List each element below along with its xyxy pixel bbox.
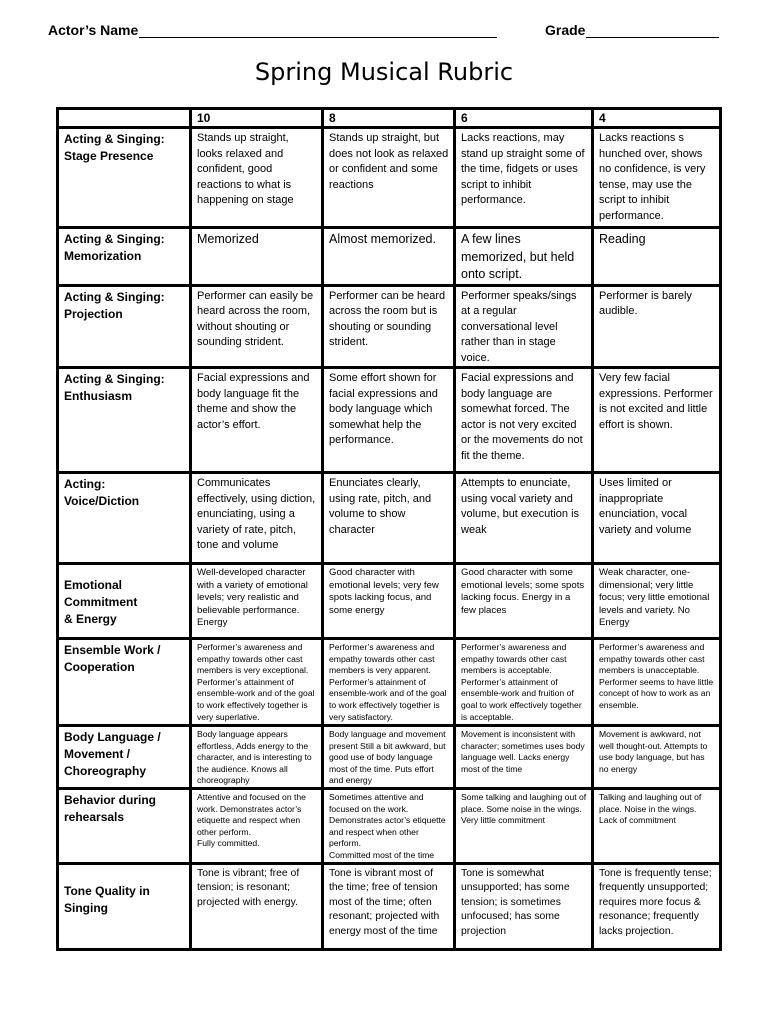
score-cell: Tone is vibrant; free of tension; is resonant; projected with energy. — [191, 863, 323, 949]
table-row — [58, 564, 721, 639]
score-cell: Tone is vibrant most of the time; free of tension most of the time; often resonant; projected with energy most of the time — [323, 863, 455, 949]
criterion-stage-presence: Acting & Singing: Stage Presence — [58, 128, 191, 228]
score-cell: Memorized — [191, 228, 323, 286]
score-cell: Facial expressions and body language fit the theme and show the actor’s effort. — [191, 368, 323, 473]
score-cell: Tone is somewhat unsupported; has some tension; is sometimes unfocused; has some projection — [455, 863, 593, 949]
column-header-score-4: 4 — [593, 109, 721, 128]
grade-field[interactable] — [545, 22, 719, 38]
table-row — [58, 863, 721, 949]
score-cell: A few lines memorized, but held onto script. — [455, 228, 593, 286]
criterion-enthusiasm: Acting & Singing: Enthusiasm — [58, 368, 191, 473]
score-cell: Well-developed character with a variety of emotional levels; very realistic and believable performance. Energy — [191, 564, 323, 639]
score-cell: Performer can easily be heard across the room, without shouting or sounding strident. — [191, 285, 323, 368]
score-cell: Some talking and laughing out of place. Some noise in the wings. Very little commitment — [455, 788, 593, 863]
criterion-projection: Acting & Singing: Projection — [58, 285, 191, 368]
score-cell: Performer speaks/sings at a regular conversational level rather than in stage voice. — [455, 285, 593, 368]
table-row — [58, 228, 721, 286]
grade-blank[interactable] — [586, 22, 719, 38]
score-cell: Talking and laughing out of place. Noise in the wings. Lack of commitment — [593, 788, 721, 863]
score-cell: Sometimes attentive and focused on the work. Demonstrates actor’s etiquette and respect when other perform. Committed most of the time — [323, 788, 455, 863]
score-cell: Movement is awkward, not well thought-out. Attempts to use body language, but has no energy — [593, 726, 721, 789]
score-cell: Tone is frequently tense; frequently unsupported; requires more focus & resonance; frequently lacks projection. — [593, 863, 721, 949]
score-cell: Body language and movement present Still a bit awkward, but good use of body language most of the time. Puts effort and energy — [323, 726, 455, 789]
criterion-behavior-rehearsals: Behavior during rehearsals — [58, 788, 191, 863]
table-row — [58, 128, 721, 228]
header-row — [58, 109, 721, 128]
criterion-body-language: Body Language / Movement / Choreography — [58, 726, 191, 789]
score-cell: Uses limited or inappropriate enunciation, vocal variety and volume — [593, 473, 721, 564]
table-row — [58, 285, 721, 368]
table-row — [58, 473, 721, 564]
criterion-memorization: Acting & Singing: Memorization — [58, 228, 191, 286]
header-fields — [48, 22, 720, 44]
actor-name-field[interactable] — [48, 22, 497, 38]
criterion-emotional-commitment: Emotional Commitment & Energy — [58, 564, 191, 639]
score-cell: Stands up straight, but does not look as relaxed or confident and some reactions — [323, 128, 455, 228]
score-cell: Almost memorized. — [323, 228, 455, 286]
table-row — [58, 788, 721, 863]
score-cell: Some effort shown for facial expressions and body language which somewhat help the performance. — [323, 368, 455, 473]
criterion-tone-quality: Tone Quality in Singing — [58, 863, 191, 949]
actor-name-blank[interactable] — [139, 22, 497, 38]
rubric-table — [56, 107, 722, 951]
score-cell: Performer’s awareness and empathy towards other cast members is unacceptable. Performer seems to have little concept of how to work as an ensemble. — [593, 639, 721, 726]
grade-label: Grade — [545, 22, 586, 38]
page-title: Spring Musical Rubric — [254, 58, 514, 86]
score-cell: Attentive and focused on the work. Demonstrates actor’s etiquette and respect when other perform. Fully committed. — [191, 788, 323, 863]
score-cell: Attempts to enunciate, using vocal variety and volume, but execution is weak — [455, 473, 593, 564]
score-cell: Communicates effectively, using diction, enunciating, using a variety of rate, pitch, tone and volume — [191, 473, 323, 564]
column-header-criteria — [58, 109, 191, 128]
column-header-score-8: 8 — [323, 109, 455, 128]
score-cell: Lacks reactions s hunched over, shows no confidence, is very tense, may use the script to inhibit performance. — [593, 128, 721, 228]
criterion-ensemble-work: Ensemble Work / Cooperation — [58, 639, 191, 726]
score-cell: Good character with some emotional levels; some spots lacking focus. Energy in a few places — [455, 564, 593, 639]
score-cell: Enunciates clearly, using rate, pitch, and volume to show character — [323, 473, 455, 564]
score-cell: Reading — [593, 228, 721, 286]
score-cell: Facial expressions and body language are somewhat forced. The actor is not very excited or the movements do not fit the theme. — [455, 368, 593, 473]
column-header-score-6: 6 — [455, 109, 593, 128]
score-cell: Weak character, one-dimensional; very little focus; very little emotional levels and variety. No Energy — [593, 564, 721, 639]
score-cell: Very few facial expressions. Performer is not excited and little effort is shown. — [593, 368, 721, 473]
score-cell: Good character with emotional levels; very few spots lacking focus, and some energy — [323, 564, 455, 639]
score-cell: Lacks reactions, may stand up straight some of the time, fidgets or uses script to inhibit performance. — [455, 128, 593, 228]
table-row — [58, 639, 721, 726]
table-row — [58, 368, 721, 473]
score-cell: Performer is barely audible. — [593, 285, 721, 368]
score-cell: Performer can be heard across the room but is shouting or sounding strident. — [323, 285, 455, 368]
criterion-voice-diction: Acting: Voice/Diction — [58, 473, 191, 564]
score-cell: Performer’s awareness and empathy towards other cast members is very apparent. Performer’s attainment of ensemble-work and of the goal to work effectively together is very satisfactory. — [323, 639, 455, 726]
score-cell: Stands up straight, looks relaxed and confident, good reactions to what is happening on stage — [191, 128, 323, 228]
column-header-score-10: 10 — [191, 109, 323, 128]
score-cell: Movement is inconsistent with character; sometimes uses body language well. Lacks energy most of the time — [455, 726, 593, 789]
score-cell: Body language appears effortless, Adds energy to the character, and is interesting to the audience. Knows all choreography — [191, 726, 323, 789]
table-row — [58, 726, 721, 789]
score-cell: Performer’s awareness and empathy towards other cast members is very exceptional. Performer’s attainment of ensemble-work and of the goal to work effectively together is very superlative. — [191, 639, 323, 726]
actor-name-label: Actor’s Name — [48, 22, 139, 38]
score-cell: Performer’s awareness and empathy towards other cast members is acceptable. Performer’s attainment of ensemble-work and fruition of goal to work effectively together is acceptable. — [455, 639, 593, 726]
